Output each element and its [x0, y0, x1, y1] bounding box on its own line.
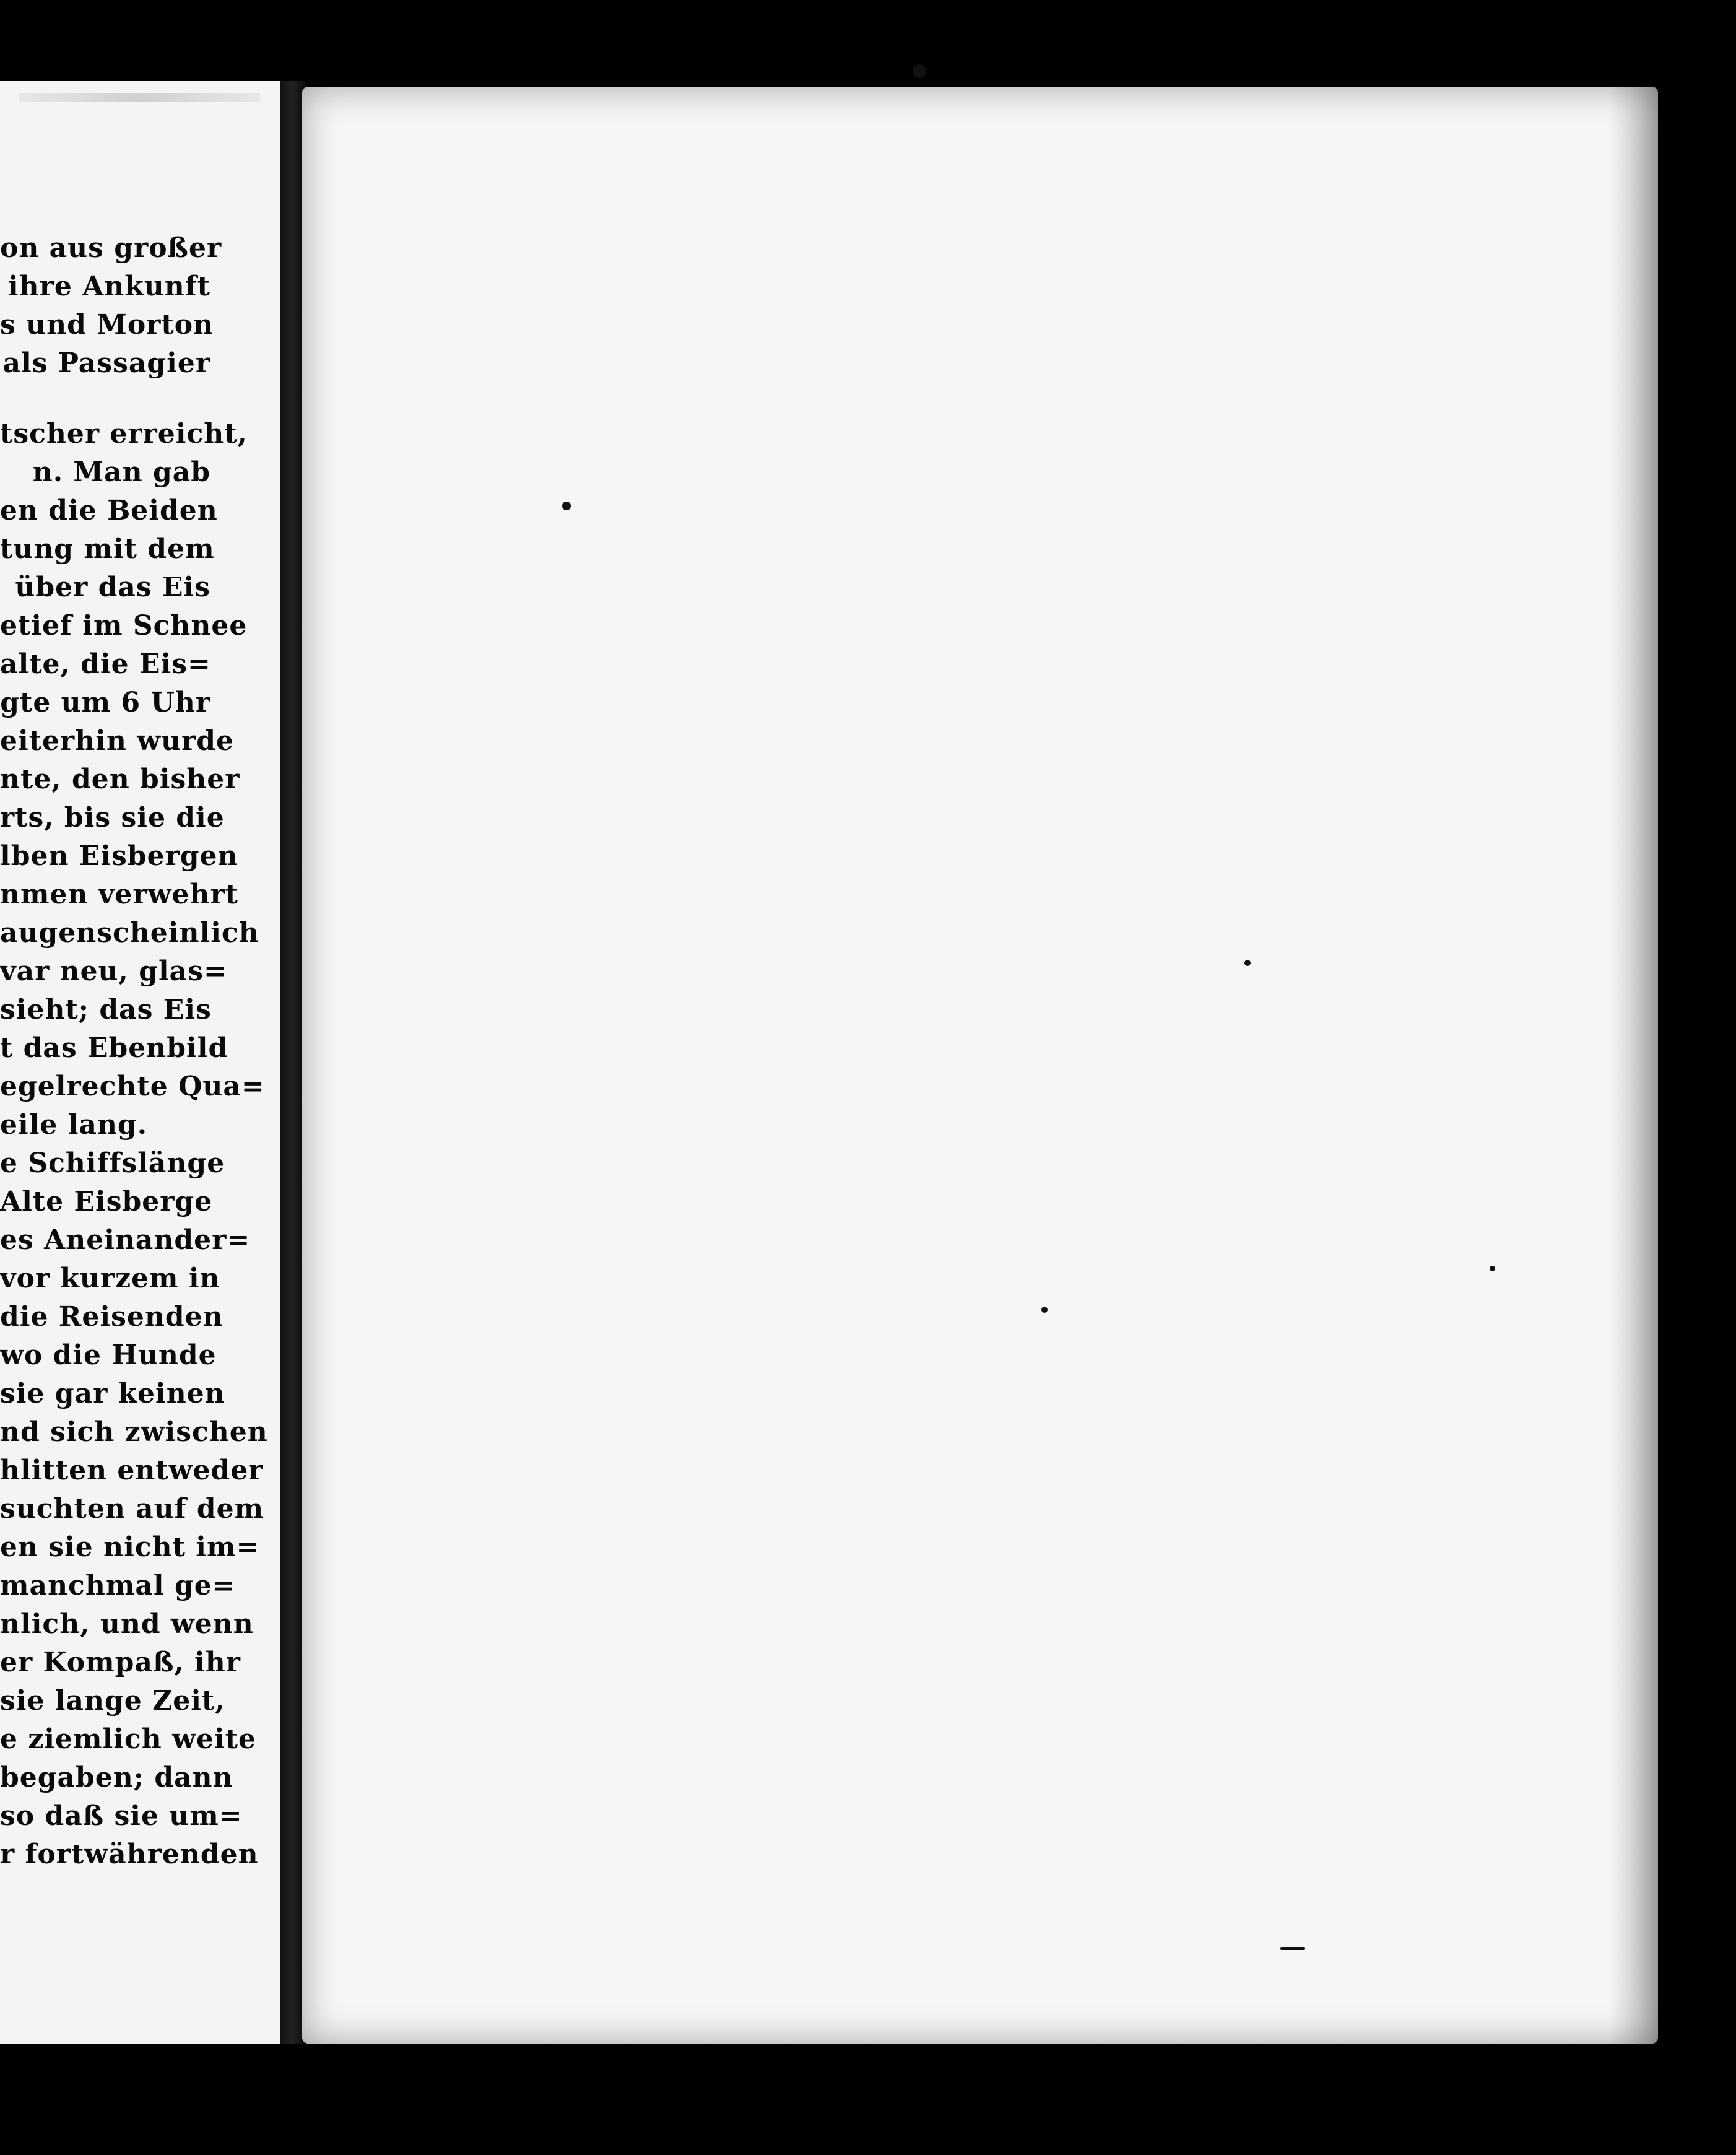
text-line: suchten auf dem [0, 1493, 264, 1525]
text-line: als Passagier [2, 347, 210, 379]
text-line: sie lange Zeit, [0, 1685, 225, 1717]
right-page-blank [302, 87, 1658, 2044]
text-line: sie gar keinen [0, 1378, 225, 1409]
text-line: eile lang. [0, 1109, 148, 1141]
text-line: r fortwährenden [0, 1839, 259, 1870]
text-line: nte, den bisher [0, 764, 240, 795]
ink-speck [913, 64, 926, 78]
text-line: nlich, und wenn [0, 1608, 254, 1640]
text-line: e ziemlich weite [0, 1723, 256, 1755]
text-line: so daß sie um= [0, 1800, 243, 1832]
text-line: egelrechte Qua= [0, 1071, 265, 1102]
text-line: on aus großer [0, 232, 222, 264]
text-line: en die Beiden [0, 495, 218, 526]
text-column [0, 229, 268, 1874]
text-line: augenscheinlich [0, 917, 259, 949]
ink-speck [1244, 960, 1251, 966]
text-line: über das Eis [15, 572, 210, 603]
text-line: Alte Eisberge [0, 1186, 213, 1217]
text-line: begaben; dann [0, 1762, 233, 1793]
text-line: manchmal ge= [0, 1570, 236, 1601]
text-line: vor kurzem in [0, 1263, 220, 1294]
text-line: gte um 6 Uhr [0, 687, 210, 718]
text-line: es Aneinander= [0, 1224, 251, 1256]
ink-speck [1490, 1266, 1495, 1271]
text-line: n. Man gab [32, 456, 210, 488]
text-line: e Schiffslänge [0, 1147, 225, 1179]
text-line: er Kompaß, ihr [0, 1647, 241, 1678]
text-line: en sie nicht im= [0, 1531, 260, 1563]
text-line: s und Morton [0, 309, 214, 341]
text-line: var neu, glas= [0, 956, 227, 987]
ink-speck [562, 502, 571, 510]
ink-speck [1041, 1307, 1048, 1313]
left-page [0, 81, 284, 2044]
text-line: alte, die Eis= [0, 648, 211, 680]
binding-gutter [280, 81, 305, 2044]
text-line: wo die Hunde [0, 1339, 217, 1371]
text-line: tscher erreicht, [0, 418, 248, 450]
ink-speck [1280, 1947, 1305, 1950]
text-line: sieht; das Eis [0, 994, 212, 1025]
text-line: nd sich zwischen [0, 1416, 268, 1448]
text-line: rts, bis sie die [0, 802, 225, 834]
text-line: hlitten entweder [0, 1455, 264, 1486]
text-line: eiterhin wurde [0, 725, 235, 757]
page-smudge [19, 93, 260, 102]
text-line: etief im Schnee [0, 610, 248, 642]
text-line: ihre Ankunft [7, 271, 210, 302]
text-line: t das Ebenbild [0, 1032, 228, 1064]
text-line: nmen verwehrt [0, 879, 238, 910]
page-edge-shadow [1608, 87, 1658, 2044]
text-line: tung mit dem [0, 533, 215, 565]
text-line: lben Eisbergen [0, 840, 238, 872]
text-line: die Reisenden [0, 1301, 224, 1333]
